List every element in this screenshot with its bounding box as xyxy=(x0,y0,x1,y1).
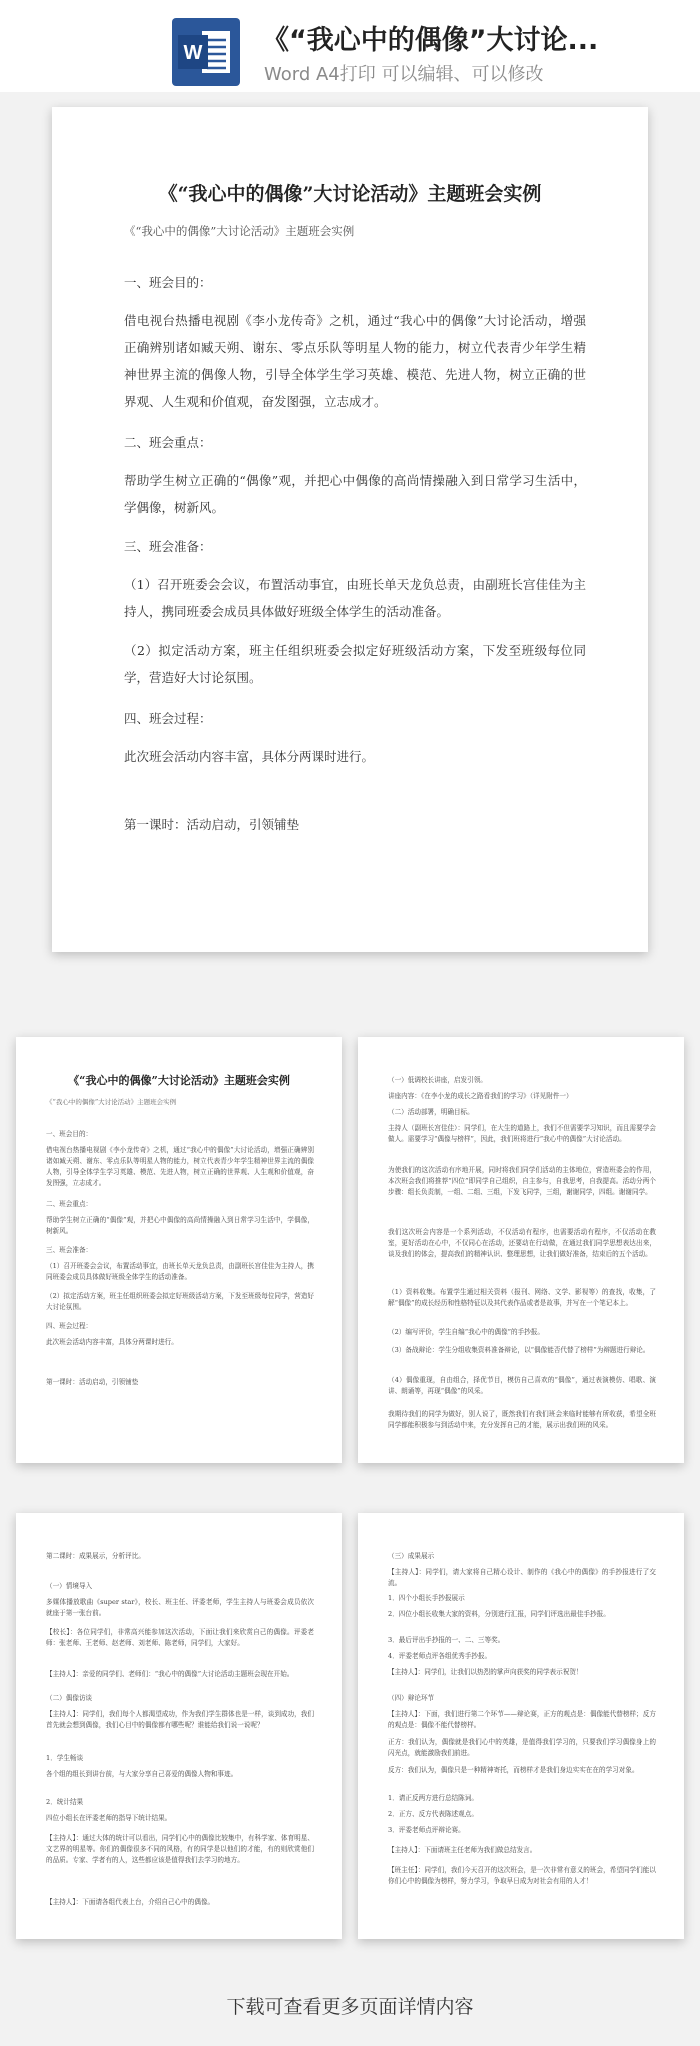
paragraph: 3．评委老师点评辩论赛。 xyxy=(388,1826,465,1834)
paragraph: 【主持人】：下面，我们进行第二个环节——辩论赛，正方的观点是：偶像能代替榜样；反方的观点是：偶像不能代替榜样。 xyxy=(388,1710,656,1729)
download-more-link[interactable]: 下载可查看更多页面详情内容 xyxy=(226,1996,474,2018)
page-thumbnail-4[interactable] xyxy=(358,1513,684,1939)
paragraph: 2．四位小组长收集大家的资料，分别进行汇报，同学们评选出最佳手抄报。 xyxy=(388,1610,610,1618)
heading: 一、班会目的： xyxy=(124,275,212,290)
paragraph: 2．正方、反方代表陈述观点。 xyxy=(388,1810,478,1818)
heading: （一）低调校长讲座，启发引领。 xyxy=(388,1076,487,1084)
paragraph: 四位小组长在评委老师的指导下统计结果。 xyxy=(46,1814,172,1822)
paragraph: 【主持人】：下面请各组代表上台，介绍自己心中的偶像。 xyxy=(46,1898,215,1906)
heading: （三）成果展示 xyxy=(388,1552,435,1560)
paragraph: 【主持人】：同学们，让我们以热烈的掌声向获奖的同学表示祝贺！ xyxy=(388,1668,583,1676)
paragraph: （2）拟定活动方案，班主任组织班委会拟定好班级活动方案，下发至班级每位同学，营造好大讨论氛围。 xyxy=(46,1292,314,1311)
thumb-title: 《“我心中的偶像”大讨论活动》主题班会实例 xyxy=(68,1074,290,1087)
paragraph: 此次班会活动内容丰富，具体分两课时进行。 xyxy=(124,749,375,764)
paragraph: 为使我们的这次活动有序地开展，同时将我们同学们活动的主体地位，营造班委会的作用，本次班会我们将推荐“四位”即同学自己组织，自主参与，自我思考，自我提高。活动分两个步骤：组长负责制，一组、二组、三组，下发飞同学，三组，谢谢同学，四组。谢谢同学。 xyxy=(388,1166,656,1196)
paragraph: 2．统计结果 xyxy=(46,1798,84,1806)
heading: 二、班会重点： xyxy=(124,435,212,450)
page-title: 《“我心中的偶像”大讨论活动》主题班会实例 xyxy=(158,183,542,205)
paragraph: 我们这次班会内容是一个系列活动，不仅活动有程序，也需要活动有程序，不仅活动在教室，更好活动在心中，不仅同心在活动，还要动在行动做，在通过我们同学思想表达出来，谈及我们的体会，提高我们的精神认识、整理思想，让我们做好准备，结束后的五个活动。 xyxy=(388,1228,656,1258)
paragraph: 借电视台热播电视剧《李小龙传奇》之机，通过“我心中的偶像”大讨论活动，增强正确辨别诸如臧天朔、谢东、零点乐队等明星人物的能力，树立代表青少年学生精神世界主流的偶像人物，引导全体学生学习英雄、模范、先进人物，树立正确的世界观、人生观和价值观，奋发图强，立志成才。 xyxy=(46,1146,314,1187)
paragraph: 1．学生畅谈 xyxy=(46,1754,84,1762)
paragraph: 【校长】：各位同学们，非常高兴能参加这次活动，下面让我们来欣赏自己的偶像。评委老师：张老师、王老师、赵老师、刘老师、陈老师，同学们，大家好。 xyxy=(46,1628,314,1647)
paragraph: 4．评委老师点评各组优秀手抄报。 xyxy=(388,1652,492,1660)
paragraph: 【主持人】：通过大体的统计可以看出，同学们心中的偶像比较集中，有科学家、体育明星、文艺界的明星等。你们的偶像很多不同的风格，有的同学是以他们的才能，有的则欣赏他们的品质。专家、学者有的人，这些都应该是值得我们去学习的地方。 xyxy=(46,1834,314,1864)
page-thumbnail-1[interactable] xyxy=(16,1037,342,1463)
paragraph: 多媒体播放歌曲《super star》，校长、班主任、评委老师，学生主持人与班委会成员依次就座于第一张台前。 xyxy=(46,1598,314,1617)
page-thumbnail-3[interactable] xyxy=(16,1513,342,1939)
heading: （一）情境导入 xyxy=(46,1582,93,1590)
paragraph: 正方：我们认为，偶像就是我们心中的英雄，是值得我们学习的，只要我们学习偶像身上的闪光点，就能激励我们前进。 xyxy=(388,1738,656,1757)
paragraph: 各个组的组长到讲台前，与大家分享自己喜爱的偶像人物和事迹。 xyxy=(46,1770,238,1778)
paragraph: （2）拟定活动方案，班主任组织班委会拟定好班级活动方案，下发至班级每位同学，营造好大讨论氛围。 xyxy=(124,643,586,685)
header xyxy=(0,0,700,92)
paragraph: （2）编写评价，学生自编“我心中的偶像”的手抄报。 xyxy=(388,1328,544,1336)
heading: 第一课时：活动启动，引领铺垫 xyxy=(46,1378,139,1386)
heading: （四）辩论环节 xyxy=(388,1694,435,1702)
heading: （二）偶像访谈 xyxy=(46,1694,93,1702)
heading: 一、班会目的： xyxy=(46,1130,93,1138)
heading: 四、班会过程： xyxy=(46,1322,93,1330)
heading: 二、班会重点： xyxy=(46,1200,93,1208)
page-thumbnail-2[interactable] xyxy=(358,1037,684,1463)
paragraph: 【班主任】：同学们，我们今天召开的这次班会，是一次非常有意义的班会，希望同学们能以你们心中的偶像为榜样，努力学习，争取早日成为对社会有用的人才！ xyxy=(388,1866,656,1885)
paragraph: 【主持人】：下面请班主任老师为我们做总结发言。 xyxy=(388,1846,537,1854)
paragraph: （3）备战辩论：学生分组收集资料准备辩论，以“偶像能否代替了榜样”为辩题进行辩论。 xyxy=(388,1346,650,1354)
paragraph: 我期待我们的同学为做好，别人说了，既然我们有我们班会来临时能够有所收获，希望全班同学都能积极参与到活动中来，充分发挥自己的才能，展示出我们班的风采。 xyxy=(388,1410,656,1429)
paragraph: 主持人（副班长宫佳佳）：同学们，在大生的道路上，我们不但需要学习知识，而且需要学会做人。需要学习“偶像与榜样”，因此，我们班将进行“我心中的偶像”大讨论活动。 xyxy=(388,1124,656,1143)
paragraph: （4）偶像重现，自由组合，择优节目，模仿自己喜欢的“偶像”，通过表演模仿、唱歌、演讲、朗诵等，再现“偶像”的风采。 xyxy=(388,1376,656,1395)
main-page-preview[interactable] xyxy=(52,107,648,952)
paragraph: 借电视台热播电视剧《李小龙传奇》之机，通过“我心中的偶像”大讨论活动，增强正确辨别诸如臧天朔、谢东、零点乐队等明星人物的能力，树立代表青少年学生精神世界主流的偶像人物，引导全体学生学习英雄、模范、先进人物，树立正确的世界观、人生观和价值观，奋发图强，立志成才。 xyxy=(124,313,586,409)
paragraph: 1．四个小组长手抄报展示 xyxy=(388,1594,465,1602)
paragraph: （1）资料收集。布置学生通过相关资料（报刊、网络、文学、影视等）的查找，收集，了解“偶像”的成长经历和性格特征以及其代表作品或者是故事，并写在一个笔记本上。 xyxy=(388,1288,656,1307)
paragraph: 【主持人】：同学们，请大家将自己精心设计、制作的《我心中的偶像》的手抄报进行了交流。 xyxy=(388,1568,656,1587)
paragraph: 反方：我们认为，偶像只是一种精神寄托，而榜样才是我们身边实实在在的学习对象。 xyxy=(388,1766,639,1774)
heading: 四、班会过程： xyxy=(124,711,212,726)
heading: 三、班会准备： xyxy=(124,539,212,554)
paragraph: 1．请正反两方进行总结陈词。 xyxy=(388,1794,478,1802)
paragraph: 讲座内容：《在李小龙的成长之路看我们的学习》（详见附件一） xyxy=(388,1092,573,1100)
heading: 第一课时：活动启动，引领铺垫 xyxy=(124,817,300,832)
word-document-icon xyxy=(172,18,240,86)
page-subtitle: 《“我心中的偶像”大讨论活动》主题班会实例 xyxy=(124,224,355,238)
paragraph: （1）召开班委会会议，布置活动事宜，由班长单天龙负总责，由副班长宫佳佳为主持人，携同班委会成员具体做好班级全体学生的活动准备。 xyxy=(124,577,586,619)
paragraph: 此次班会活动内容丰富，具体分两课时进行。 xyxy=(46,1338,178,1346)
paragraph: 3．最后评出手抄报的一、二、三等奖。 xyxy=(388,1636,505,1644)
paragraph: 帮助学生树立正确的“偶像”观，并把心中偶像的高尚情操融入到日常学习生活中，学偶像，树新风。 xyxy=(124,473,586,515)
document-subtitle: Word A4打印 可以编辑、可以修改 xyxy=(264,64,544,85)
heading: （二）活动部署，明确目标。 xyxy=(388,1108,474,1116)
paragraph: （1）召开班委会会议，布置活动事宜，由班长单天龙负总责，由副班长宫佳佳为主持人，携同班委会成员具体做好班级全体学生的活动准备。 xyxy=(46,1262,314,1281)
paragraph: 【主持人】：亲爱的同学们、老师们：“我心中的偶像”大讨论活动主题班会现在开始。 xyxy=(46,1670,294,1678)
word-icon-letter: W xyxy=(183,42,203,64)
document-title: 《“我心中的偶像”大讨论... xyxy=(262,25,599,56)
paragraph: 帮助学生树立正确的“偶像”观，并把心中偶像的高尚情操融入到日常学习生活中，学偶像，树新风。 xyxy=(46,1216,314,1235)
thumb-subtitle: 《“我心中的偶像”大讨论活动》主题班会实例 xyxy=(46,1098,177,1106)
heading: 三、班会准备： xyxy=(46,1246,93,1254)
heading: 第二课时：成果展示，分析评比。 xyxy=(46,1552,145,1560)
paragraph: 【主持人】：同学们，我们每个人都渴望成功，作为我们学生群体也是一样，谈到成功，我们首先就会想到偶像，我们心目中的偶像都有哪些呢？谁能给我们说一说呢？ xyxy=(46,1710,314,1729)
